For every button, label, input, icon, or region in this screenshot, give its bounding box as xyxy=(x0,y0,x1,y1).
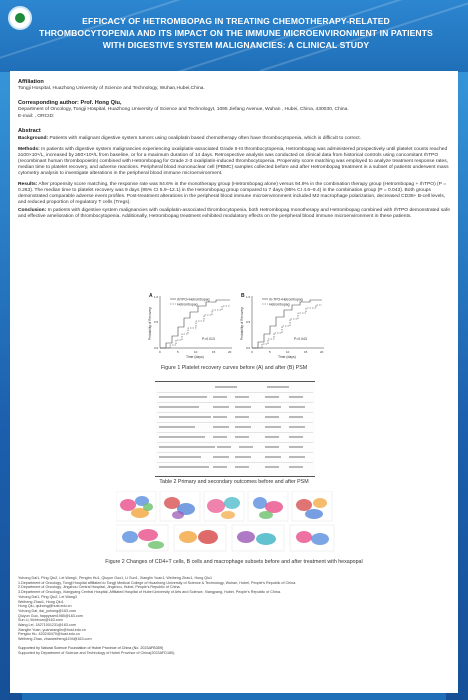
funding-line: Supported by Department of Science and Technology of Hubei Province of China(2023AFD180). xyxy=(18,650,176,655)
ylabel-a: Probability of Recovery xyxy=(148,307,152,340)
figure-2-caption: Figure 2 Changes of CD4+T cells, B cells and macrophage subsets before and after treatment with hexapopal xyxy=(105,559,363,565)
footer-line: Pengbo Hu, 420240470@hust.edu.cn xyxy=(18,632,80,637)
abstract-results xyxy=(18,182,450,206)
xlabel-a: Time (days) xyxy=(186,355,204,359)
svg-text:20: 20 xyxy=(228,350,232,354)
tsne-panel-1 xyxy=(116,491,156,521)
funding-line: Supported by Natural Science Foundation of Hubei Province of China (No. 2023AFB359) xyxy=(18,645,164,650)
footer-line: Hong Qiu, qiuhong@hust.edu.cn xyxy=(18,604,72,609)
footer-line: Yuhong Dai1, Ping Qiu2, Lei Wang3 xyxy=(18,594,77,599)
footer-line: Qiuyun Guo, happysam1985@163.com xyxy=(18,613,83,618)
affiliation-heading: Affiliation xyxy=(18,79,44,85)
tsne-panel-3 xyxy=(204,491,244,521)
abstract-conclusion xyxy=(18,208,450,220)
svg-text:15: 15 xyxy=(304,350,308,354)
figure-1 xyxy=(146,290,326,360)
legend-a-1: rhTPO+Hetrombopag xyxy=(177,297,210,302)
ylabel-b: Probability of Recovery xyxy=(240,307,244,340)
legend-b-1: rh-TPO+Hetrombopag xyxy=(269,297,303,302)
table-2-caption: Table 2 Primary and secondary outcomes before and after PSM xyxy=(159,479,309,485)
background-label: Background: xyxy=(18,135,49,141)
results-label: Results: xyxy=(18,182,38,188)
tsne-panel-row2 xyxy=(116,525,334,551)
background-text: Patients with malignant digestive system tumors using oxaliplatin based chemotherapy often have thrombocytopenia, which is difficult to correct. xyxy=(48,135,361,141)
xlabel-b: Time (days) xyxy=(278,355,296,359)
poster-content xyxy=(18,75,450,220)
author-heading: Corresponding author: Prof. Hong Qiu, xyxy=(18,100,122,107)
poster-body xyxy=(10,71,458,693)
svg-text:10: 10 xyxy=(286,350,290,354)
svg-text:0: 0 xyxy=(159,350,161,354)
legend-b-2: Hetrombopag xyxy=(269,302,290,307)
poster-title: EFFICACY OF HETROMBOPAG IN TREATING CHEMOTHERAPY-RELATED THROMBOCYTOPENIA AND ITS IMPACT ON THE IMMUNE MICROENVIRONMENT IN PATIENTS WITH DIGESTIVE SYSTEM MALIGNANCIES: A CLINICAL STUDY xyxy=(39,16,433,50)
poster-header xyxy=(0,0,468,72)
abstract-heading: Abstract xyxy=(18,128,41,135)
pvalue-a: P=0.013 xyxy=(202,337,215,341)
methods-label: Methods: xyxy=(18,146,40,152)
svg-text:0.0: 0.0 xyxy=(154,346,159,350)
tsne-panel-2 xyxy=(160,491,200,521)
svg-text:1.0: 1.0 xyxy=(154,295,159,299)
abstract-methods xyxy=(18,147,450,177)
author-email: E-mail: , ORCID: xyxy=(18,114,55,120)
footer-line: Xianglin Yuan, yuanxianglin@hust.edu.cn xyxy=(18,627,86,632)
svg-text:10: 10 xyxy=(194,350,198,354)
footer-line: Yuhong Dai1, Ping Qiu2, Lei Wang1, Pengbo Hu1, Qiuyun Guo1, Li Sun1, Xianglin Yuan1, Weiheng Zhao1, Hong Qiu1 xyxy=(18,576,213,580)
footer-line: Sun Li, lilchinum@163.com xyxy=(18,618,63,623)
tsne-panel-4 xyxy=(248,491,288,521)
figure-2 xyxy=(116,491,336,553)
svg-text:5: 5 xyxy=(177,350,179,354)
km-plot-b xyxy=(238,290,326,360)
university-logo xyxy=(8,6,32,30)
svg-text:20: 20 xyxy=(320,350,324,354)
figure-1-caption: Figure 1 Platelet recovery curves before (A) and after (B) PSM xyxy=(160,365,308,371)
svg-text:0: 0 xyxy=(251,350,253,354)
poster-footer xyxy=(18,576,450,655)
footer-line: Wang Lei, 18271001231@163.com xyxy=(18,623,76,628)
panel-b-letter: B xyxy=(241,293,245,299)
outcomes-table xyxy=(155,381,315,477)
svg-text:0.0: 0.0 xyxy=(246,346,251,350)
conclusion-text: In patients with digestive system malignancies with oxaliplatin-associated thrombocytopenia, both Hetrombopag monotherapy and Hetrombopag combined with rhTPO demonstrated safe and effective amelioration of thrombocytopenia. Additionally, Hetrombopag treatment exhibited modulatory effects on the peripheral blood immune microenvironment in these patients. xyxy=(18,207,450,219)
km-plot-a xyxy=(146,290,234,360)
footer-line: 2.Department of Oncology, Jingzhou Central Hospital, Jingzhou, Hubei, People's Republic of China. xyxy=(18,585,181,590)
footer-line: 1.Department of Oncology, Tongji Hospital affiliated to Tongji Medical College of Huazhong University of Science & Technology, Wuhan, Hubei, People's Republic of China. xyxy=(18,580,297,585)
methods-text: In patients with digestive system malignancies experiencing oxaliplatin-associated Grade II-III thrombocytopenia, Hetrombopag was administered prospectively until platelet counts reached ≥100×10⁹/L, increased by ≥50×10⁹/L from baseline, or for a maximum duration of 14 days. Retrospective analysis was conducted on clinical data from historical controls using concomitant rhTPO (recombinant human thrombopoietin) combined with Hetrombopag for Grade 2-3 oxaliplatin-induced thrombocytopenia. Propensity score matching was employed to analyze treatment response rates, median time to platelet recovery, and adverse reactions. Peripheral blood mononuclear cell (PBMC) samples collected before and after Hetrombopag treatment in a subset of patients underwent mass cytometry analysis to investigate alterations in the peripheral blood immune microenvironment. xyxy=(18,146,449,177)
footer-line: Weiheng Zhao1, Hong Qiu1 xyxy=(18,599,64,604)
svg-text:0.5: 0.5 xyxy=(246,320,251,324)
panel-a-letter: A xyxy=(149,293,153,299)
svg-text:0.5: 0.5 xyxy=(154,320,159,324)
results-text: After propensity score matching, the response rate was 84.6% in the monotherapy group (Hetrombopag alone) versus 94.9% in the combination therapy group (Hetrombopag + rhTPO) (P = 0.263). The median time to platelet recovery was 9 days (95% CI 5.9–12.1) in the Hetrombopag group compared to 7 days (95% CI 4.6–9.4) in the combination group (P = 0.043). Both groups demonstrated comparable adverse event profiles. Post-treatment alterations in the peripheral blood immune microenvironment included M2 macrophage polarization, decreased CD38+ B-cell levels, and reduced proportion of regulatory T cells (Tregs). xyxy=(18,182,447,206)
author-dept: Department of Oncology, Tongji Hospital, Huazhong University of Science and Technologyt, 1095 Jiefang Avenue, Wuhan , Hubei, China, 430030, China. xyxy=(18,107,349,113)
tsne-panel-5 xyxy=(292,491,332,521)
pvalue-b: P=0.043 xyxy=(294,337,307,341)
svg-text:15: 15 xyxy=(212,350,216,354)
svg-text:1.0: 1.0 xyxy=(246,295,251,299)
affiliation-text: Tongji Hospital, Huazhong University of Science and Technology, Wuhan,Hubei,China. xyxy=(18,86,205,92)
svg-text:5: 5 xyxy=(269,350,271,354)
footer-line: Weiheng Zhao, zhaoweiheng1194@163.com xyxy=(18,637,92,642)
footer-line: 3.Department of Oncology, Xiangyang Central Hospital, Affiliated Hospital of Hubei University of Arts and Science, Xiangyang, Hubei, People's Republic of China. xyxy=(18,590,281,595)
conclusion-label: Conclusion: xyxy=(18,207,47,213)
legend-a-2: Hetrombopag xyxy=(177,302,198,307)
footer-line: Yuhong Dai, dai_yuhong@163.com xyxy=(18,608,77,613)
